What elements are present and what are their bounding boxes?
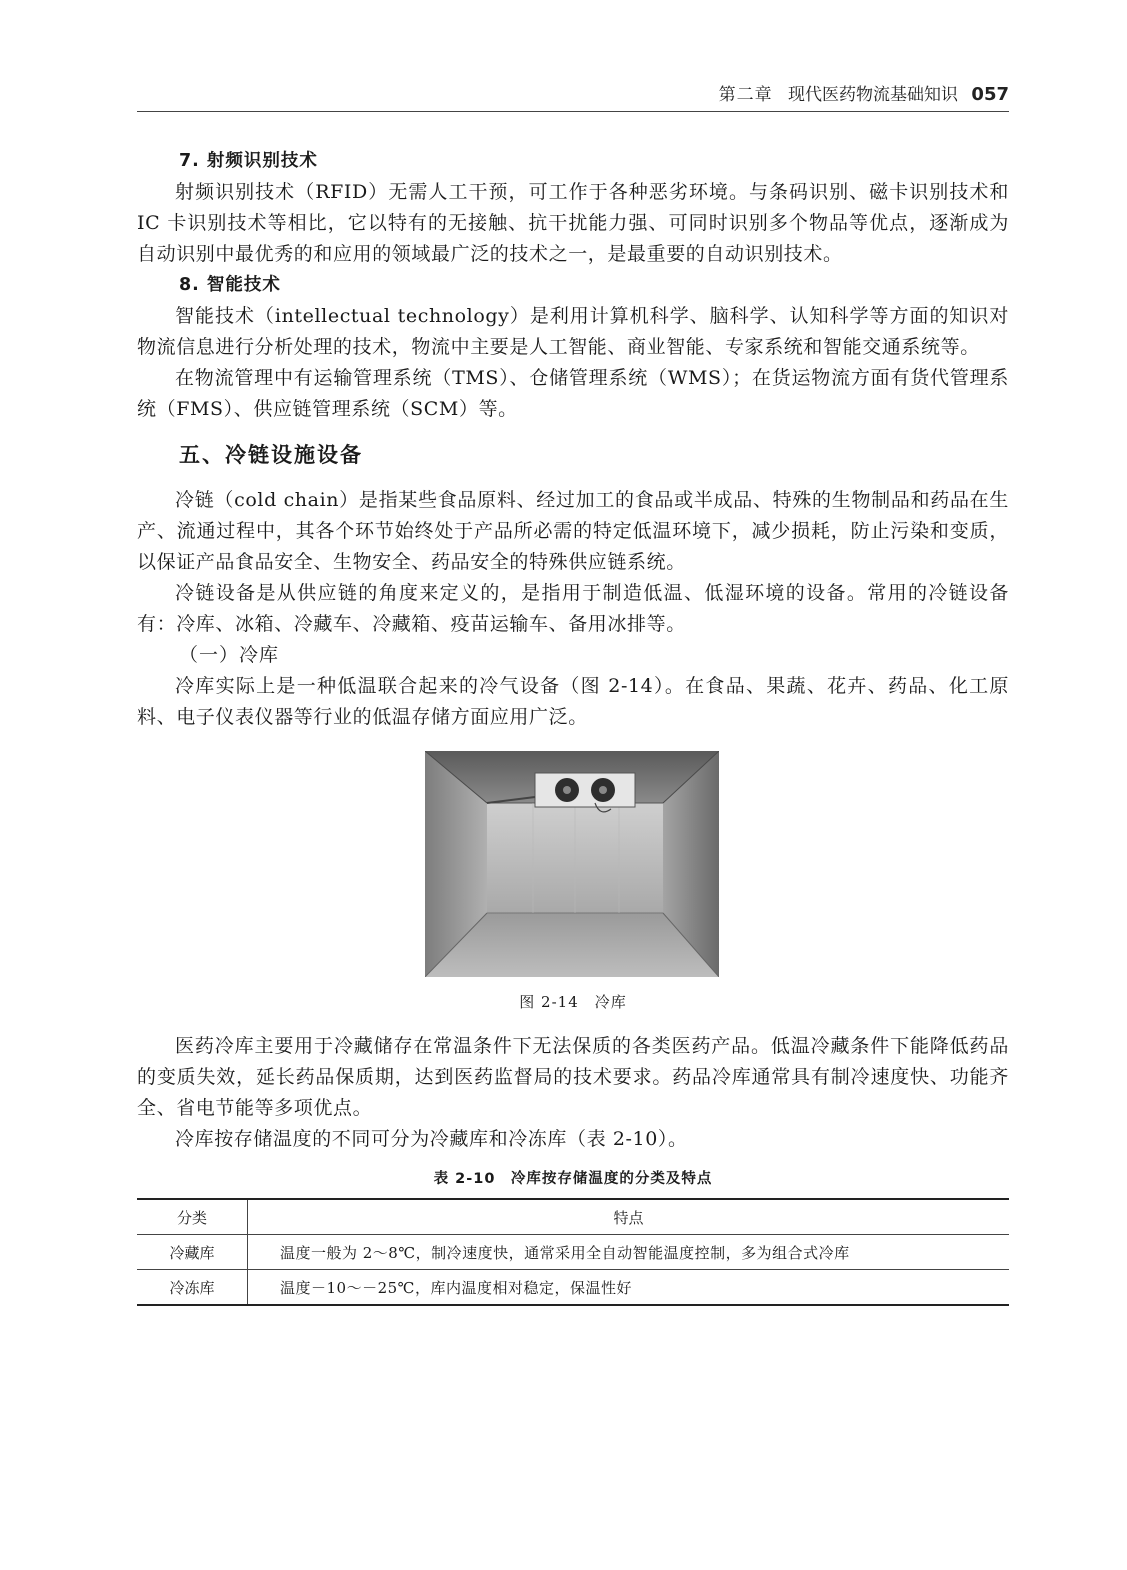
chapter-title: 现代医药物流基础知识 (788, 85, 959, 105)
row-features: 温度－10～－25℃，库内温度相对稳定，保温性好 (280, 1278, 632, 1297)
cold-storage-photo (425, 751, 719, 977)
table-title: 表 2-10 冷库按存储温度的分类及特点 (433, 1171, 713, 1187)
subheading-intelligent-tech: 8. 智能技术 (179, 275, 281, 295)
figure-caption: 图 2-14 冷库 (519, 993, 627, 1011)
table-header-row (137, 1199, 1009, 1235)
table-row (137, 1270, 1009, 1306)
row-category: 冷冻库 (137, 1270, 248, 1306)
table-row (137, 1235, 1009, 1270)
main-content (137, 146, 1009, 1306)
header-category: 分类 (137, 1199, 248, 1235)
subheading-cold-storage: （一）冷库 (179, 644, 280, 666)
row-category: 冷藏库 (137, 1235, 248, 1270)
subheading-rfid: 7. 射频识别技术 (179, 151, 318, 171)
figure-cold-storage (137, 751, 1009, 1013)
paragraph-classification-intro: 冷库按存储温度的不同可分为冷藏库和冷冻库（表 2-10）。 (175, 1128, 688, 1150)
classification-table (137, 1198, 1009, 1306)
page-number: 057 (971, 84, 1009, 105)
row-features: 温度一般为 2～8℃，制冷速度快，通常采用全自动智能温度控制，多为组合式冷库 (280, 1243, 850, 1262)
chapter-label: 第二章 (718, 85, 773, 105)
header-features: 特点 (613, 1208, 644, 1227)
paragraph-cold-chain-equipment: 冷链设备是从供应链的角度来定义的，是指用于制造低温、低湿环境的设备。常用的冷链设备有：冷库、冰箱、冷藏车、冷藏箱、疫苗运输车、备用冰排等。 (137, 582, 1009, 635)
running-header (137, 80, 1009, 108)
paragraph-logistics-systems: 在物流管理中有运输管理系统（TMS）、仓储管理系统（WMS）；在货运物流方面有货代管理系统（FMS）、供应链管理系统（SCM）等。 (137, 367, 1009, 420)
section-title-cold-chain: 五、冷链设施设备 (179, 443, 363, 467)
header-rule (137, 111, 1009, 112)
paragraph-pharma-cold-storage: 医药冷库主要用于冷藏储存在常温条件下无法保质的各类医药产品。低温冷藏条件下能降低药品的变质失效，延长药品保质期，达到医药监督局的技术要求。药品冷库通常具有制冷速度快、功能齐全、省电节能等多项优点。 (137, 1035, 1009, 1119)
paragraph-intelligent-tech: 智能技术（intellectual technology）是利用计算机科学、脑科学、认知科学等方面的知识对物流信息进行分析处理的技术，物流中主要是人工智能、商业智能、专家系统和智能交通系统等。 (137, 305, 1009, 358)
paragraph-cold-chain-definition: 冷链（cold chain）是指某些食品原料、经过加工的食品或半成品、特殊的生物制品和药品在生产、流通过程中，其各个环节始终处于产品所必需的特定低温环境下，减少损耗，防止污染和变质，以保证产品食品安全、生物安全、药品安全的特殊供应链系统。 (137, 489, 1009, 573)
paragraph-cold-storage-intro: 冷库实际上是一种低温联合起来的冷气设备（图 2-14）。在食品、果蔬、花卉、药品、化工原料、电子仪表仪器等行业的低温存储方面应用广泛。 (137, 675, 1009, 728)
paragraph-rfid: 射频识别技术（RFID）无需人工干预，可工作于各种恶劣环境。与条码识别、磁卡识别技术和 IC 卡识别技术等相比，它以特有的无接触、抗干扰能力强、可同时识别多个物品等优点，逐渐成为自动识别中最优秀的和应用的领域最广泛的技术之一，是最重要的自动识别技术。 (137, 181, 1009, 265)
